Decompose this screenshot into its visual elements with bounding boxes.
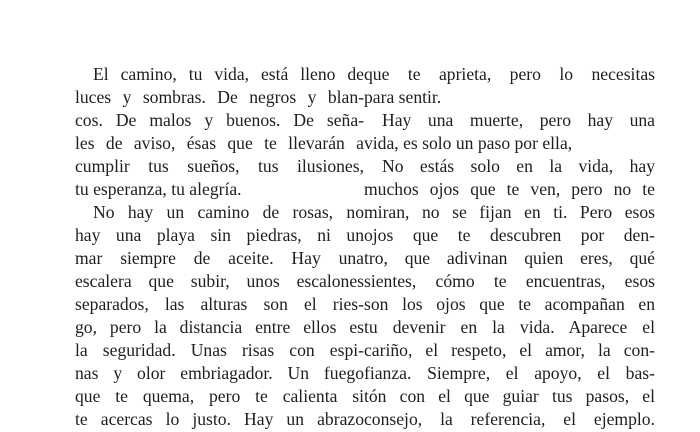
text-line: son los ojos que te acompañan en [364,294,655,314]
text-line: cumplir tus sueños, tus ilusiones, [75,156,364,176]
text-line: tro, que adivinan quien eres, qué [364,248,655,268]
text-line: fianza. Siempre, el apoyo, el bas- [364,363,655,383]
text-line: ojos que te descubren por den- [364,225,655,245]
text-line: para sentir. [364,87,442,107]
text-line: miran, no se fijan en ti. Pero esos [364,202,655,222]
text-line: No estás solo en la vida, hay [382,156,655,176]
left-column [75,63,364,431]
text-line: tón con el que guiar tus pasos, el [364,386,655,406]
text-line: luces y sombras. De negros y blan- [75,87,364,107]
text-line: consejo, la referencia, el ejemplo. [364,409,655,429]
text-line: que te aprieta, pero lo necesitas [364,64,655,84]
text-line: El camino, tu vida, está lleno de [93,64,364,84]
text-line: muchos ojos que te ven, pero no te [364,179,655,199]
text-line: cos. De malos y buenos. De seña- [75,110,364,130]
right-column [364,63,655,431]
text-line: tu devenir en la vida. Aparece el [364,317,655,337]
text-line: go, pero la distancia entre ellos es [75,317,364,337]
text-line: vida, es solo un paso por ella, [364,133,573,153]
text-line: escalera que subir, unos escalones [75,271,364,291]
text-line: No hay un camino de rosas, no [93,202,364,222]
text-line: Hay una muerte, pero hay una [382,110,655,130]
text-line: separados, las alturas son el ries- [75,294,364,314]
text-line: te acercas lo justo. Hay un abrazo [75,409,364,429]
text-line: sientes, cómo te encuentras, esos [364,271,655,291]
text-line: nas y olor embriagador. Un fuego [75,363,364,383]
text-line: que te quema, pero te calienta si [75,386,364,406]
text-line: cariño, el respeto, el amor, la con- [364,340,655,360]
text-line: la seguridad. Unas risas con espi- [75,340,364,360]
text-line: mar siempre de aceite. Hay una [75,248,364,268]
text-line: tu esperanza, tu alegría. [75,179,242,199]
text-line: les de aviso, ésas que te llevarán a [75,133,364,153]
text-line: hay una playa sin piedras, ni un [75,225,364,245]
